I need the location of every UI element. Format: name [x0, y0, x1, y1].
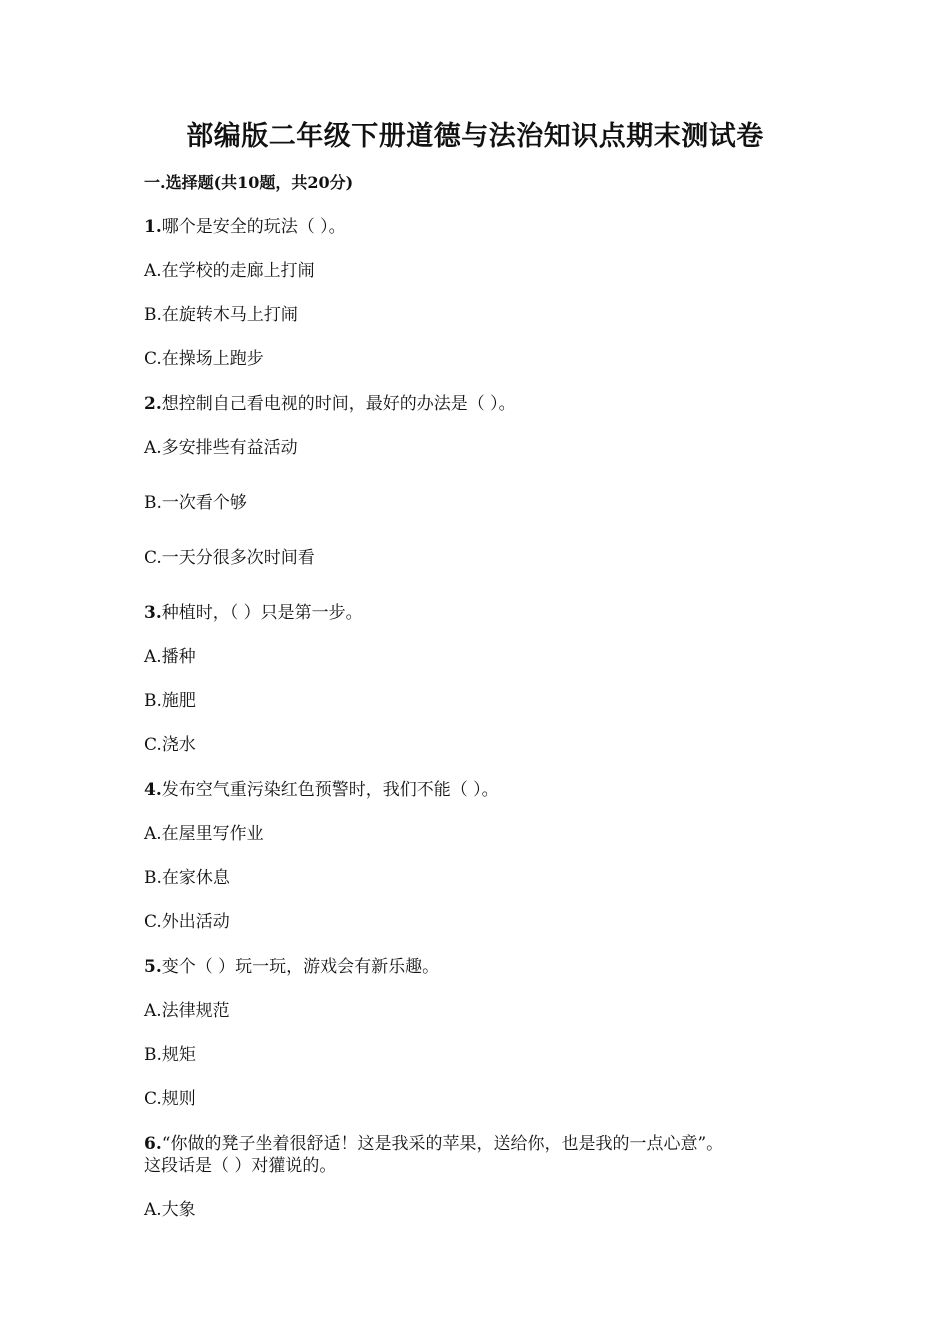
question-text: 变个（ ）玩一玩，游戏会有新乐趣。 — [161, 957, 440, 977]
question-4-option-b: B.在家休息 — [144, 868, 230, 888]
question-5-option-a: A.法律规范 — [144, 1001, 230, 1021]
question-3-option-c: C.浇水 — [144, 735, 196, 755]
question-3-option-b: B.施肥 — [144, 691, 196, 711]
question-text: 哪个是安全的玩法（ ）。 — [161, 217, 346, 237]
question-1 — [144, 216, 346, 238]
question-number: 3. — [144, 603, 162, 623]
page-title: 部编版二年级下册道德与法治知识点期末测试卷 — [186, 121, 764, 152]
question-number: 6. — [144, 1134, 162, 1154]
question-2 — [144, 393, 516, 415]
question-number: 4. — [144, 780, 162, 800]
question-number: 2. — [144, 394, 162, 414]
question-text: “你做的凳子坐着很舒适！这是我采的苹果，送给你，也是我的一点心意”。 — [161, 1134, 724, 1154]
question-6-text-continued: 这段话是（ ）对獾说的。 — [144, 1156, 337, 1176]
question-1-option-a: A.在学校的走廊上打闹 — [144, 261, 315, 281]
question-text: 种植时，（ ）只是第一步。 — [161, 603, 363, 623]
question-2-option-b: B.一次看个够 — [144, 493, 247, 513]
question-3-option-a: A.播种 — [144, 647, 196, 667]
question-2-option-c: C.一天分很多次时间看 — [144, 548, 315, 568]
question-number: 5. — [144, 957, 162, 977]
question-5 — [144, 956, 439, 978]
question-5-option-c: C.规则 — [144, 1089, 196, 1109]
question-text: 发布空气重污染红色预警时，我们不能（ ）。 — [161, 780, 499, 800]
question-3 — [144, 602, 363, 624]
question-4-option-c: C.外出活动 — [144, 912, 230, 932]
question-number: 1. — [144, 217, 162, 237]
question-text: 想控制自己看电视的时间，最好的办法是（ ）。 — [161, 394, 516, 414]
section-heading: 一.选择题(共10题，共20分) — [144, 173, 354, 192]
question-5-option-b: B.规矩 — [144, 1045, 196, 1065]
question-4 — [144, 779, 499, 801]
question-6 — [144, 1133, 723, 1155]
question-2-option-a: A.多安排些有益活动 — [144, 438, 298, 458]
question-4-option-a: A.在屋里写作业 — [144, 824, 264, 844]
question-1-option-b: B.在旋转木马上打闹 — [144, 305, 298, 325]
question-1-option-c: C.在操场上跑步 — [144, 349, 264, 369]
question-6-option-a: A.大象 — [144, 1200, 196, 1220]
